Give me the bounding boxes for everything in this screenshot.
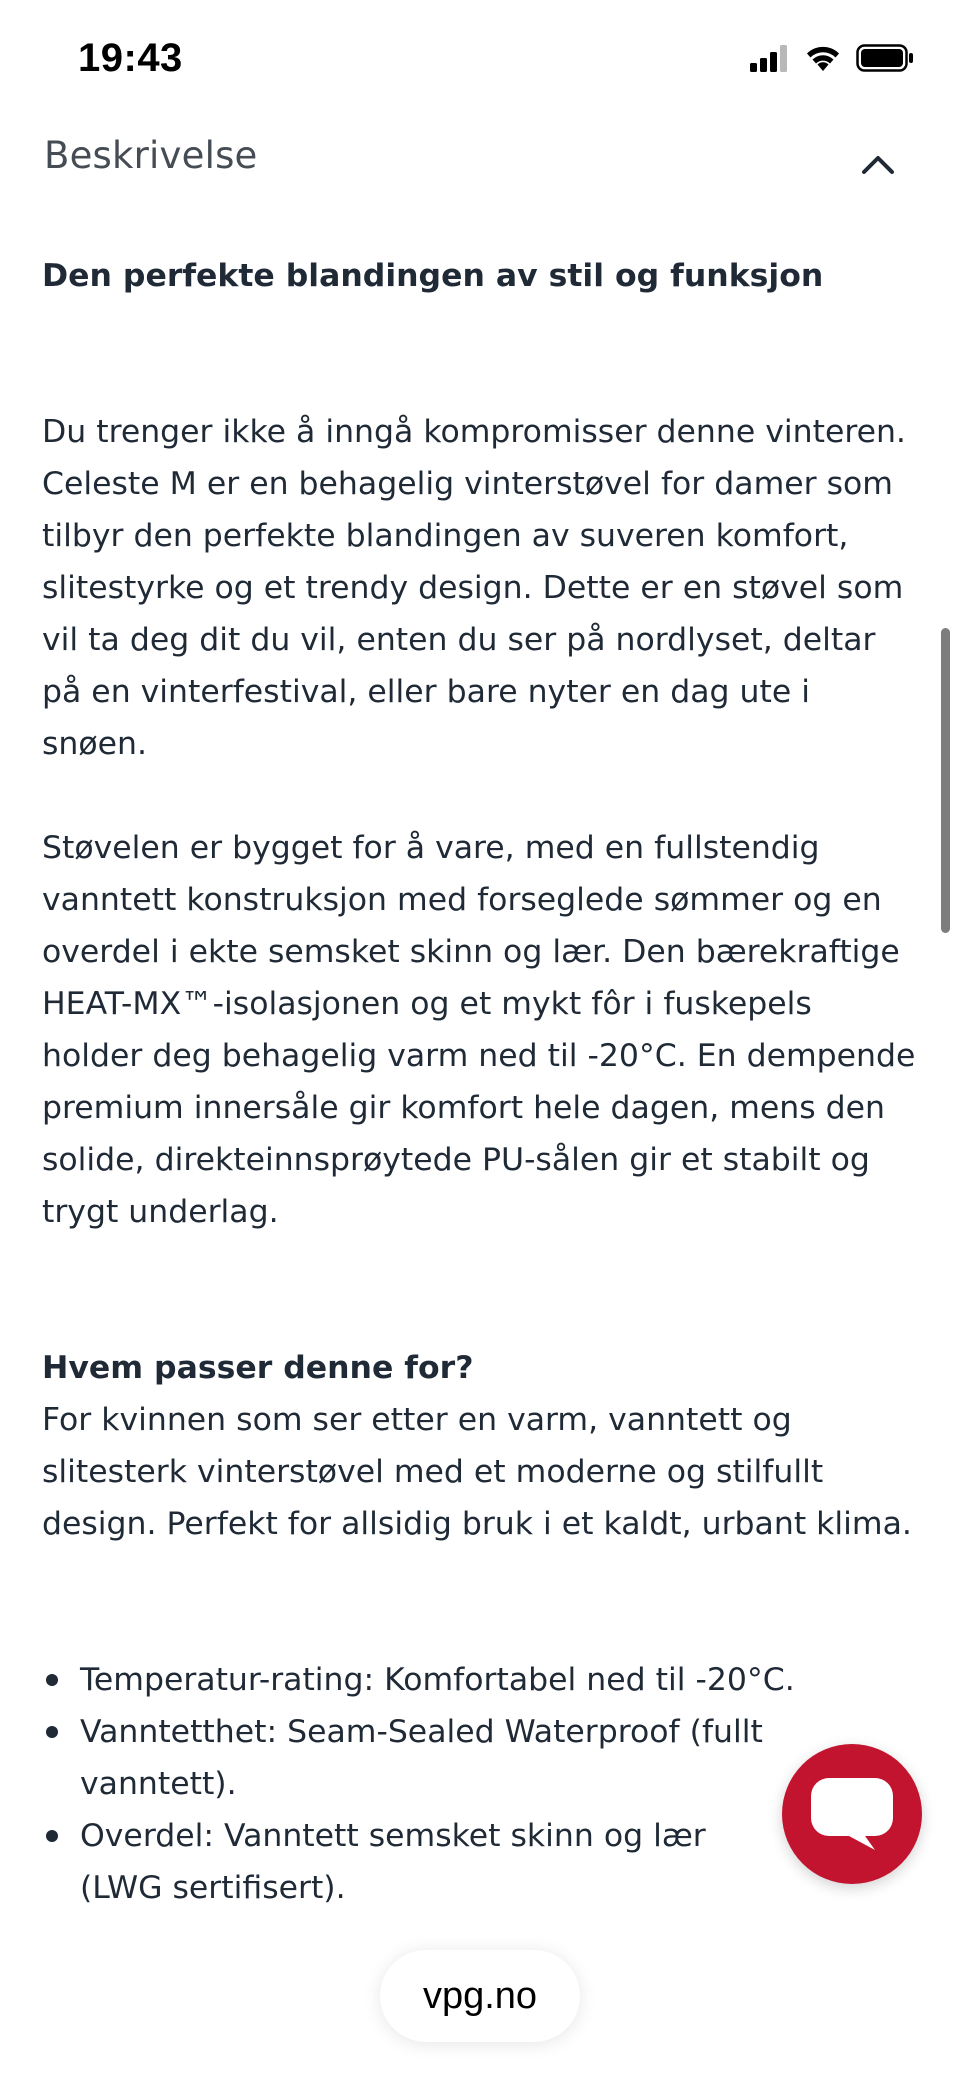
url-text: vpg.no [422,1974,538,2017]
feature-item: Overdel: Vanntett semsket skinn og lær (LWG sertifisert). [80,1810,922,1914]
chevron-up-icon[interactable] [856,142,900,186]
description-paragraph-1: Du trenger ikke å inngå kompromisser denne vinteren. Celeste M er en behagelig vinterstøvel for damer som tilbyr den perfekte blandingen av suveren komfort, slitestyrke og et trendy design. Dette er en støvel som vil ta deg dit du vil, enten du ser på nordlyset, deltar på en vinterfestival, eller bare nyter en dag ute i snøen. [42,414,906,762]
scrollbar-thumb[interactable] [941,628,950,933]
who-heading: Hvem passer denne for? [42,1350,474,1386]
url-bar[interactable] [380,1950,580,2042]
status-icons [750,44,914,76]
wifi-icon [804,44,842,76]
chat-button[interactable] [782,1744,922,1884]
description-accordion-header[interactable] [0,120,960,200]
who-text: For kvinnen som ser etter en varm, vanntett og slitesterk vinterstøvel med et moderne og stilfullt design. Perfekt for allsidig bruk i et kaldt, urbant klima. [42,1402,912,1542]
cellular-signal-icon [750,44,790,76]
feature-item: Vanntetthet: Seam-Sealed Waterproof (fullt vanntett). [80,1706,922,1810]
status-time: 19:43 [78,36,183,80]
description-content [42,250,922,1914]
description-heading: Den perfekte blandingen av stil og funksjon [42,258,824,294]
description-paragraph-2: Støvelen er bygget for å vare, med en fullstendig vanntett konstruksjon med forseglede sømmer og en overdel i ekte semsket skinn og lær. Den bærekraftige HEAT-MX™-isolasjonen og et mykt fôr i fuskepels holder deg behagelig varm ned til -20°C. En dempende premium innersåle gir komfort hele dagen, mens den solide, direkteinnsprøytede PU-sålen gir et stabilt og trygt underlag. [42,830,916,1230]
feature-item: Temperatur-rating: Komfortabel ned til -20°C. [80,1654,922,1706]
status-bar [0,0,960,110]
battery-icon [856,44,914,76]
accordion-title: Beskrivelse [44,134,258,177]
